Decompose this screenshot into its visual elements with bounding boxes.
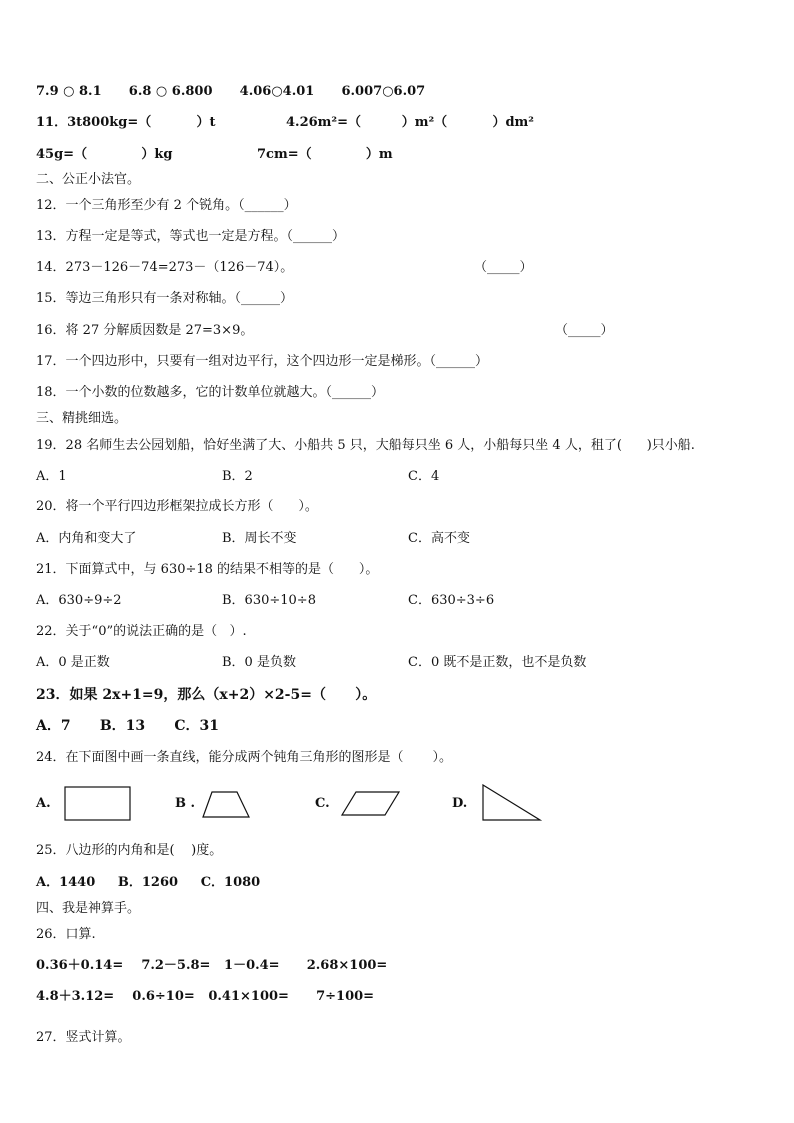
- q22-option-b[interactable]: B．0 是负数: [222, 655, 296, 670]
- q19-option-c[interactable]: C．4: [408, 469, 440, 484]
- right-triangle-figure[interactable]: [482, 784, 542, 822]
- question-26: 26．口算.: [36, 927, 96, 942]
- q22-option-a[interactable]: A．0 是正数: [36, 655, 110, 670]
- question-16: 16．将 27 分解质因数是 27=3×9。: [36, 323, 254, 338]
- section-four-heading: 四、我是神算手。: [36, 901, 141, 916]
- question-15: 15．等边三角形只有一条对称轴。（______）: [36, 291, 294, 306]
- q22-option-c[interactable]: C．0 既不是正数，也不是负数: [408, 655, 587, 670]
- question-22: 22．关于“0”的说法正确的是（ ）.: [36, 624, 247, 639]
- q19-option-a[interactable]: A．1: [36, 469, 67, 484]
- question-21: 21．下面算式中，与 630÷18 的结果不相等的是（ ）。: [36, 562, 379, 577]
- q20-option-a[interactable]: A．内角和变大了: [36, 531, 137, 546]
- trapezoid-figure[interactable]: [201, 791, 251, 819]
- q25-options[interactable]: A．1440 B．1260 C．1080: [36, 875, 261, 890]
- q24-option-c-label[interactable]: C.: [315, 796, 330, 811]
- q19-option-b[interactable]: B．2: [222, 469, 253, 484]
- question-14-answer-blank[interactable]: （_____）: [474, 260, 533, 275]
- question-18: 18．一个小数的位数越多，它的计数单位就越大。（______）: [36, 385, 385, 400]
- q21-option-b[interactable]: B．630÷10÷8: [222, 593, 316, 608]
- comparison-row: 7.9 ○ 8.1 6.8 ○ 6.800 4.06○4.01 6.007○6.07: [36, 84, 426, 99]
- question-13: 13．方程一定是等式，等式也一定是方程。（______）: [36, 229, 346, 244]
- q24-option-d-label[interactable]: D.: [452, 796, 468, 811]
- q20-option-b[interactable]: B．周长不变: [222, 531, 297, 546]
- q20-option-c[interactable]: C．高不变: [408, 531, 470, 546]
- question-19: 19．28 名师生去公园划船，恰好坐满了大、小船共 5 只，大船每只坐 6 人，小船每只坐 4 人，租了( )只小船.: [36, 438, 695, 453]
- q11-tons-conversion: 11．3t800kg=（ ）t: [36, 115, 216, 130]
- mental-math-row-1: 0.36＋0.14= 7.2－5.8= 1－0.4= 2.68×100=: [36, 958, 388, 973]
- question-16-answer-blank[interactable]: （_____）: [555, 323, 614, 338]
- question-24: 24．在下面图中画一条直线，能分成两个钝角三角形的图形是（ ）。: [36, 750, 452, 765]
- q24-option-a-label[interactable]: A.: [36, 796, 51, 811]
- question-17: 17．一个四边形中，只要有一组对边平行，这个四边形一定是梯形。（______）: [36, 354, 489, 369]
- question-20: 20．将一个平行四边形框架拉成长方形（ ）。: [36, 499, 318, 514]
- question-27: 27．竖式计算。: [36, 1030, 131, 1045]
- q11-area-conversion: 4.26m²=（ ）m²（ ）dm²: [286, 115, 534, 130]
- question-14: 14．273－126－74=273－（126－74）。: [36, 260, 294, 275]
- section-two-heading: 二、公正小法官。: [36, 172, 141, 187]
- q24-option-b-label[interactable]: B .: [175, 796, 196, 811]
- section-three-heading: 三、精挑细选。: [36, 411, 128, 426]
- mental-math-row-2: 4.8＋3.12= 0.6÷10= 0.41×100= 7÷100=: [36, 989, 375, 1004]
- rectangle-figure[interactable]: [64, 786, 132, 822]
- question-12: 12．一个三角形至少有 2 个锐角。（______）: [36, 198, 297, 213]
- q23-options[interactable]: A．7 B．13 C．31: [36, 718, 220, 734]
- q11-grams-conversion: 45g=（ ）kg: [36, 147, 173, 162]
- parallelogram-figure[interactable]: [341, 791, 401, 817]
- question-23: 23．如果 2x+1=9，那么（x+2）×2-5=（ ）。: [36, 687, 377, 703]
- q21-option-c[interactable]: C．630÷3÷6: [408, 593, 495, 608]
- question-25: 25．八边形的内角和是( )度。: [36, 843, 223, 858]
- q11-cm-conversion: 7cm=（ ）m: [257, 147, 393, 162]
- q21-option-a[interactable]: A．630÷9÷2: [36, 593, 122, 608]
